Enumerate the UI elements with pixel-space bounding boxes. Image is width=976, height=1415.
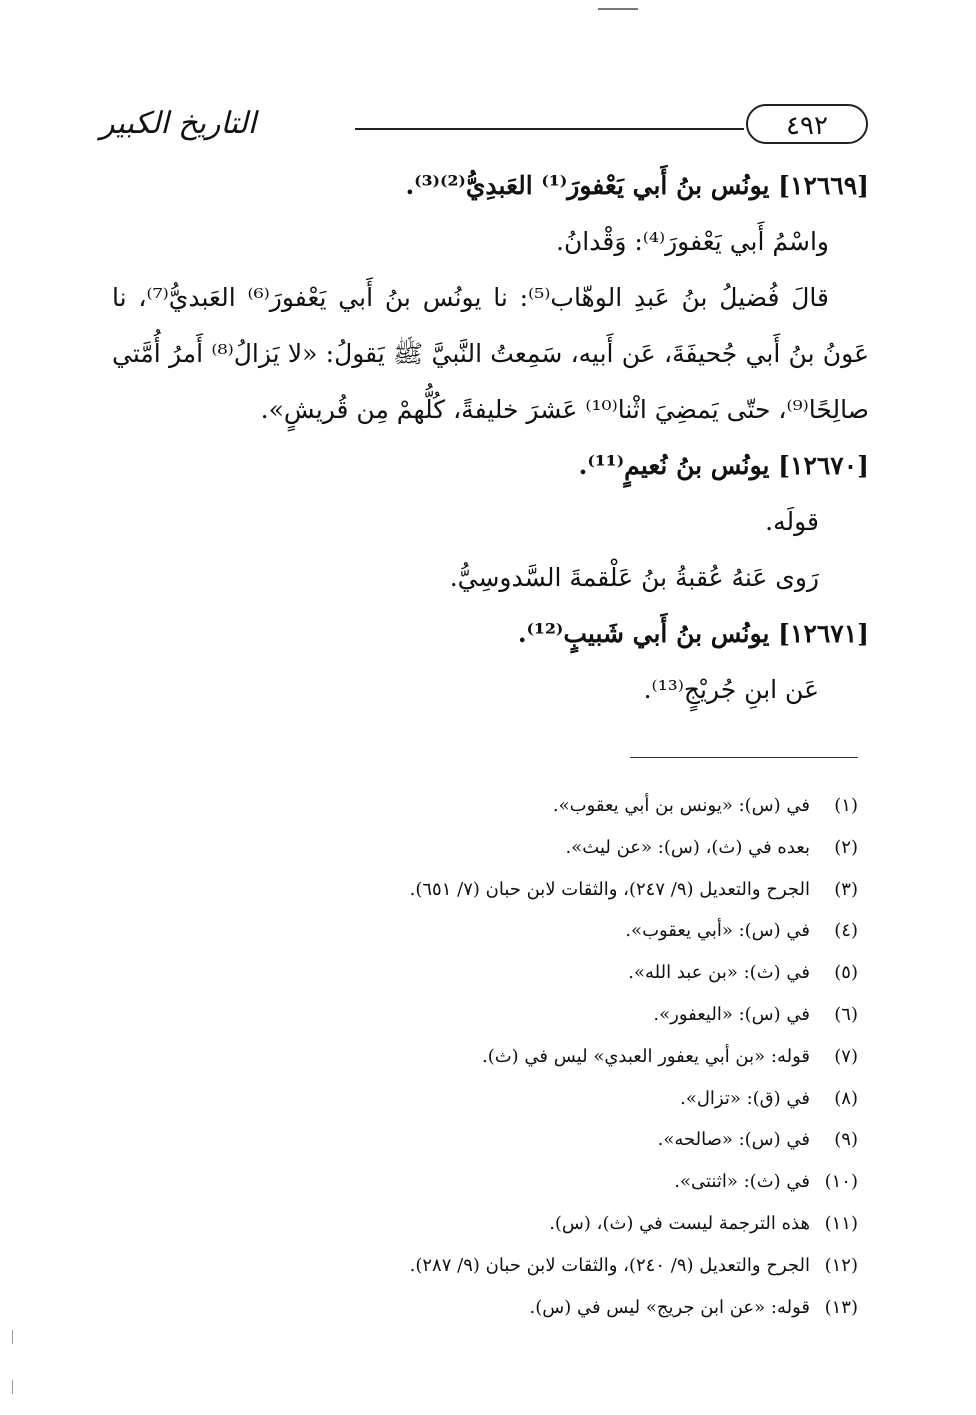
- footnote-number: (١): [834, 795, 858, 816]
- body-line: قالَ فُضيلُ بنُ عَبدِ الوهّاب⁽⁵⁾: نا يونُس بنُ أَبي يَعْفورَ⁽⁶⁾ العَبديُّ⁽⁷⁾، نا: [112, 283, 829, 312]
- book-title: التاريخ الكبير: [100, 106, 257, 141]
- footnote-text: في (ث): «بن عبد الله».: [628, 962, 810, 984]
- footnote-text: في (س): «أبي يعقوب».: [625, 920, 810, 942]
- top-mark: [598, 8, 638, 10]
- footnote-text: الجرح والتعديل (٩/ ٢٤٠)، والثقات لابن حبان (٩/ ٢٨٧).: [409, 1254, 810, 1276]
- footnote-text: في (س): «صالحه».: [657, 1129, 810, 1151]
- footnote-number: (١٠): [824, 1171, 858, 1193]
- footnote: [100, 827, 858, 869]
- scan-margin-mark: [12, 1380, 13, 1394]
- entry-heading-12669: [١٢٦٦٩] يونُس بنُ أَبي يَعْفورَ⁽¹⁾ العَبدِيُّ⁽²⁾⁽³⁾.: [405, 171, 869, 200]
- footnote-number: (١٣): [824, 1296, 858, 1318]
- footnote: [100, 869, 858, 911]
- footnote-number: (٥): [834, 962, 858, 984]
- footnote: [100, 785, 858, 827]
- body-line: رَوى عَنهُ عُقبةُ بنُ عَلْقمةَ السَّدوسِيُّ.: [449, 563, 819, 592]
- footnote-text: قوله: «بن أبي يعفور العبدي» ليس في (ث).: [481, 1045, 810, 1067]
- hadith-line: صالِحًا⁽⁹⁾، حتّى يَمضِيَ اثْنا⁽¹⁰⁾ عَشرَ خليفةً، كُلُّهمْ مِن قُريشٍ».: [260, 395, 869, 424]
- entry-heading-12671: [١٢٦٧١] يونُس بنُ أَبي شَبيبٍ⁽¹²⁾.: [517, 619, 869, 648]
- footnote-text: في (ق): «تزال».: [680, 1087, 810, 1109]
- footnote: [100, 1161, 858, 1203]
- footnote: [100, 952, 858, 994]
- footnote: [100, 1036, 858, 1078]
- body-line: عَن ابنِ جُريْجٍ⁽¹³⁾.: [643, 675, 819, 704]
- page-number-badge: ٤٩٢: [746, 104, 868, 144]
- footnote-number: (٢): [834, 836, 858, 858]
- body-line: قولَه.: [765, 507, 819, 536]
- footnotes: [100, 785, 858, 1328]
- footnote-text: في (س): «اليعفور».: [653, 1003, 810, 1025]
- footnote: [100, 910, 858, 952]
- footnote-text: هذه الترجمة ليست في (ث)، (س).: [549, 1212, 810, 1234]
- footnote-number: (١١): [824, 1212, 858, 1234]
- body-line: واسْمُ أَبي يَعْفورَ⁽⁴⁾: وَقْدانُ.: [556, 227, 829, 256]
- hadith-line: عَونُ بنُ أَبي جُحيفَةَ، عَن أَبيه، سَمِعتُ النَّبيَّ ﷺ يَقولُ: «لا يَزالُ⁽⁸⁾ أَمرُ أُمَّتي: [112, 339, 869, 368]
- footnote-number: (١٢): [824, 1254, 858, 1276]
- footnote-text: قوله: «عن ابن جريج» ليس في (س).: [529, 1296, 810, 1318]
- footnote: [100, 1119, 858, 1161]
- scan-margin-mark: [12, 1330, 13, 1344]
- footnote-number: (٦): [834, 1003, 858, 1025]
- footnote-number: (٣): [834, 878, 858, 900]
- footnote-text: الجرح والتعديل (٩/ ٢٤٧)، والثقات لابن حبان (٧/ ٦٥١).: [409, 878, 810, 900]
- running-header: [100, 100, 868, 152]
- footnote: [100, 1078, 858, 1120]
- footnote: [100, 1245, 858, 1287]
- footnote-number: (٤): [834, 920, 858, 942]
- footnote: [100, 1287, 858, 1329]
- footnote: [100, 994, 858, 1036]
- footnote-text: بعده في (ث)، (س): «عن ليث».: [565, 836, 810, 858]
- footnote-number: (٧): [834, 1045, 858, 1067]
- footnote: [100, 1203, 858, 1245]
- entry-heading-12670: [١٢٦٧٠] يونُس بنُ نُعيمٍ⁽¹¹⁾.: [578, 451, 869, 480]
- main-text: [112, 158, 869, 718]
- footnote-separator: [630, 757, 858, 758]
- header-rule: [355, 128, 744, 130]
- footnote-text: في (س): «يونس بن أبي يعقوب».: [552, 795, 810, 816]
- footnote-number: (٩): [834, 1129, 858, 1151]
- footnote-text: في (ث): «اثنتى».: [674, 1171, 810, 1193]
- footnote-number: (٨): [834, 1087, 858, 1109]
